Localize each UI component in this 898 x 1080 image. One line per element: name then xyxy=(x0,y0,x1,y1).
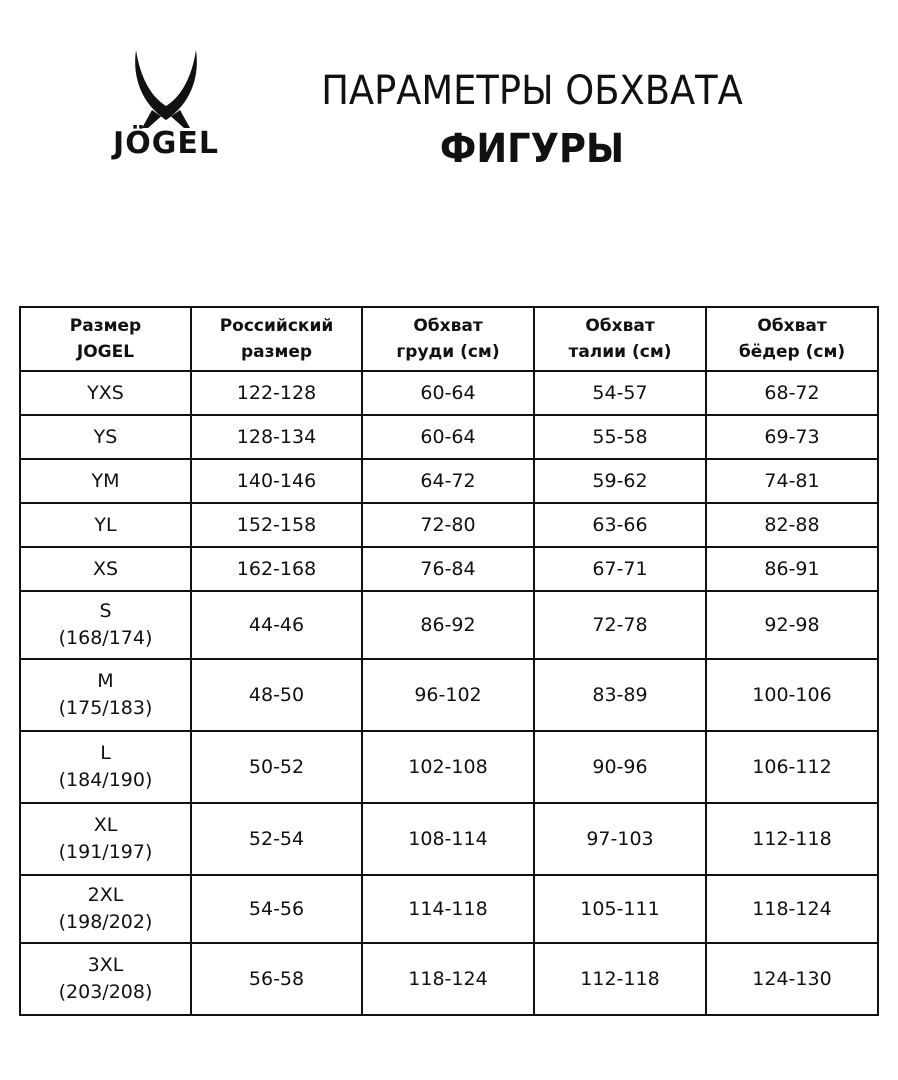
header-text: Российский xyxy=(219,316,334,336)
russian-size-cell: 54-56 xyxy=(191,875,362,943)
table-row xyxy=(20,875,878,943)
size-cell xyxy=(20,943,191,1015)
hips-cell: 86-91 xyxy=(706,547,878,591)
size-cell xyxy=(20,875,191,943)
page-title-line2: ФИГУРЫ xyxy=(439,126,625,172)
size-label: M xyxy=(97,670,114,692)
size-cell: XS xyxy=(20,547,191,591)
size-label: 3XL xyxy=(87,954,124,976)
height-range: (191/197) xyxy=(58,841,153,863)
size-cell xyxy=(20,659,191,731)
header-text: бёдер (см) xyxy=(738,342,846,362)
chest-cell: 96-102 xyxy=(362,659,534,731)
size-cell: YS xyxy=(20,415,191,459)
jogel-emblem-icon xyxy=(128,48,204,130)
russian-size-cell: 140-146 xyxy=(191,459,362,503)
size-label: 2XL xyxy=(87,884,124,906)
waist-cell: 83-89 xyxy=(534,659,706,731)
header-text: размер xyxy=(240,342,313,362)
hips-cell: 112-118 xyxy=(706,803,878,875)
russian-size-cell: 152-158 xyxy=(191,503,362,547)
hips-cell: 69-73 xyxy=(706,415,878,459)
height-range: (203/208) xyxy=(58,981,153,1003)
table-row xyxy=(20,803,878,875)
chest-cell: 86-92 xyxy=(362,591,534,659)
russian-size-cell: 128-134 xyxy=(191,415,362,459)
hips-cell: 92-98 xyxy=(706,591,878,659)
waist-cell: 59-62 xyxy=(534,459,706,503)
header-text: Обхват xyxy=(757,316,827,336)
header-text: Обхват xyxy=(413,316,483,336)
chest-cell: 60-64 xyxy=(362,415,534,459)
table-row xyxy=(20,547,878,591)
hips-cell: 118-124 xyxy=(706,875,878,943)
height-range: (184/190) xyxy=(58,769,153,791)
table-row xyxy=(20,459,878,503)
waist-cell: 63-66 xyxy=(534,503,706,547)
waist-cell: 105-111 xyxy=(534,875,706,943)
header-russian-size xyxy=(191,307,362,371)
size-cell: YL xyxy=(20,503,191,547)
header-waist xyxy=(534,307,706,371)
height-range: (198/202) xyxy=(58,911,153,933)
page-title-line1: ПАРАМЕТРЫ ОБХВАТА xyxy=(321,68,743,114)
hips-cell: 74-81 xyxy=(706,459,878,503)
page-title xyxy=(284,62,781,178)
brand-logo-text: JÖGEL xyxy=(113,126,219,161)
table-row xyxy=(20,943,878,1015)
table-row xyxy=(20,659,878,731)
waist-cell: 97-103 xyxy=(534,803,706,875)
hips-cell: 106-112 xyxy=(706,731,878,803)
header-text: талии (см) xyxy=(568,342,672,362)
waist-cell: 54-57 xyxy=(534,371,706,415)
chest-cell: 60-64 xyxy=(362,371,534,415)
chest-cell: 114-118 xyxy=(362,875,534,943)
waist-cell: 67-71 xyxy=(534,547,706,591)
chest-cell: 76-84 xyxy=(362,547,534,591)
header-text: Размер xyxy=(69,316,142,336)
hips-cell: 68-72 xyxy=(706,371,878,415)
russian-size-cell: 52-54 xyxy=(191,803,362,875)
header-jogel-size xyxy=(20,307,191,371)
waist-cell: 55-58 xyxy=(534,415,706,459)
size-cell xyxy=(20,731,191,803)
waist-cell: 72-78 xyxy=(534,591,706,659)
russian-size-cell: 56-58 xyxy=(191,943,362,1015)
chest-cell: 102-108 xyxy=(362,731,534,803)
size-cell xyxy=(20,803,191,875)
russian-size-cell: 44-46 xyxy=(191,591,362,659)
height-range: (175/183) xyxy=(58,697,153,719)
brand-logo xyxy=(100,48,232,178)
header-chest xyxy=(362,307,534,371)
size-table xyxy=(19,306,879,1016)
hips-cell: 100-106 xyxy=(706,659,878,731)
size-cell: YM xyxy=(20,459,191,503)
table-row xyxy=(20,415,878,459)
header-text: Обхват xyxy=(585,316,655,336)
chest-cell: 72-80 xyxy=(362,503,534,547)
table-header-row xyxy=(20,307,878,371)
russian-size-cell: 122-128 xyxy=(191,371,362,415)
russian-size-cell: 50-52 xyxy=(191,731,362,803)
size-label: XL xyxy=(93,814,118,836)
table-row xyxy=(20,503,878,547)
chest-cell: 118-124 xyxy=(362,943,534,1015)
chest-cell: 108-114 xyxy=(362,803,534,875)
chest-cell: 64-72 xyxy=(362,459,534,503)
size-cell xyxy=(20,591,191,659)
table-row xyxy=(20,371,878,415)
size-cell: YXS xyxy=(20,371,191,415)
hips-cell: 82-88 xyxy=(706,503,878,547)
waist-cell: 90-96 xyxy=(534,731,706,803)
table-row xyxy=(20,731,878,803)
height-range: (168/174) xyxy=(58,627,153,649)
hips-cell: 124-130 xyxy=(706,943,878,1015)
waist-cell: 112-118 xyxy=(534,943,706,1015)
size-label: L xyxy=(100,742,111,764)
russian-size-cell: 48-50 xyxy=(191,659,362,731)
header-text: JOGEL xyxy=(76,342,135,362)
header-hips xyxy=(706,307,878,371)
size-label: S xyxy=(99,600,112,622)
table-row xyxy=(20,591,878,659)
russian-size-cell: 162-168 xyxy=(191,547,362,591)
header-text: груди (см) xyxy=(396,342,500,362)
